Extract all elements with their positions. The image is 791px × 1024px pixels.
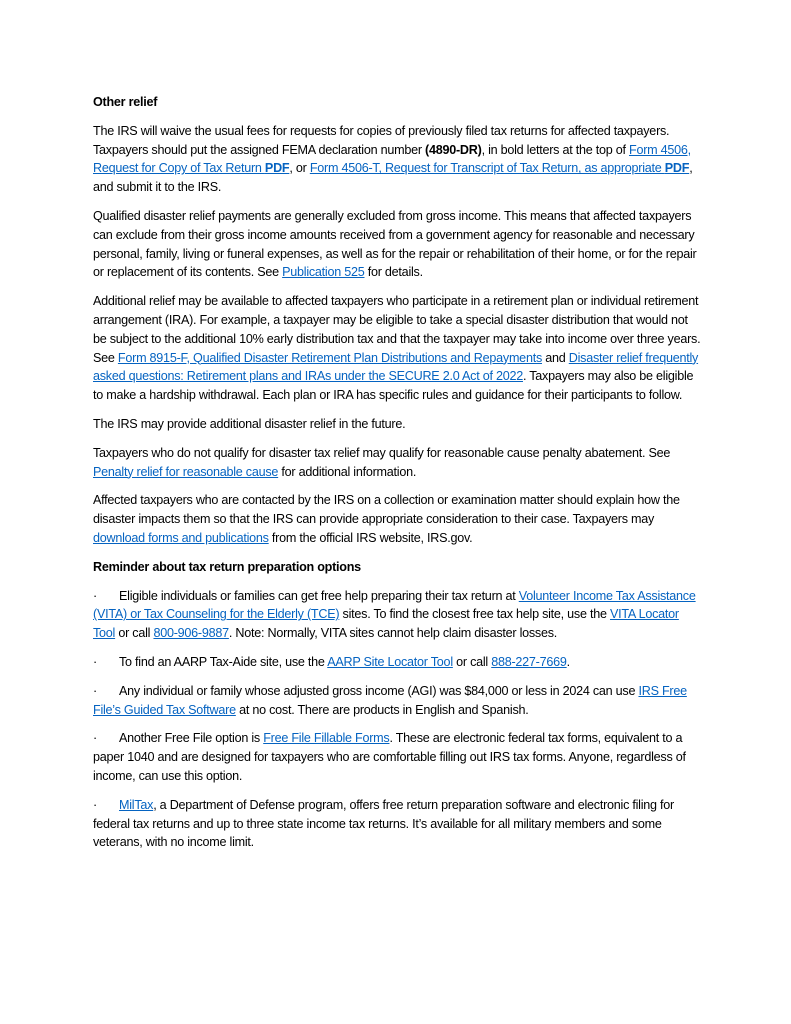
text: from the official IRS website, IRS.gov. bbox=[268, 530, 473, 545]
link-phone-aarp[interactable]: 888-227-7669 bbox=[491, 654, 567, 669]
text: , a Department of Defense program, offers free return preparation software and electronic filing for federal tax returns and up to three state income tax returns. It’s available for all military members and some veterans, with no income limit. bbox=[93, 797, 674, 850]
bullet-miltax bbox=[93, 796, 703, 852]
text: Eligible individuals or families can get free help preparing their tax return at bbox=[119, 588, 519, 603]
link-phone-vita[interactable]: 800-906-9887 bbox=[153, 626, 229, 641]
text: or call bbox=[452, 654, 492, 669]
text: Qualified disaster relief payments are generally excluded from gross income. This means that affected taxpayers can exclude from their gross income amounts received from a government agency for reasonable and necessary personal, family, living or funeral expenses, as well as for the repair or rehabilitation of their home, or for the repair or replacement of its contents. See bbox=[93, 208, 697, 280]
link-publication-525[interactable]: Publication 525 bbox=[282, 265, 365, 280]
bullet-icon: · bbox=[93, 588, 97, 603]
text: To find an AARP Tax-Aide site, use the bbox=[119, 654, 328, 669]
link-vita-tce[interactable]: Volunteer Income Tax Assistance (VITA) or Tax Counseling for the Elderly (TCE) bbox=[93, 588, 696, 622]
text: sites. To find the closest free tax help site, use the bbox=[339, 607, 610, 622]
text: Additional relief may be available to affected taxpayers who participate in a retirement plan or individual retirement arrangement (IRA). For example, a taxpayer may be eligible to take a special disaster distribution that would not be subject to the additional 10% early distribution tax and that the taxpayer may take into income over three years. See bbox=[93, 294, 701, 365]
text: . bbox=[566, 654, 570, 669]
link-disaster-relief-faq[interactable]: Disaster relief frequently asked questions: Retirement plans and IRAs under the SECURE 2.0 Act of 2022 bbox=[93, 350, 699, 384]
text: . Taxpayers may also be eligible to make a hardship withdrawal. Each plan or IRA has specific rules and guidance for their participants to follow. bbox=[93, 369, 694, 403]
link-penalty-relief[interactable]: Penalty relief for reasonable cause bbox=[93, 464, 279, 479]
bullet-icon: · bbox=[93, 731, 97, 746]
bullet-icon: · bbox=[93, 683, 97, 698]
text: The IRS will waive the usual fees for requests for copies of previously filed tax returns for affected taxpayers. Taxpayers should put the assigned FEMA declaration number bbox=[93, 123, 670, 157]
fema-declaration-number: (4890-DR) bbox=[425, 142, 482, 157]
link-free-file-guided[interactable]: IRS Free File’s Guided Tax Software bbox=[93, 683, 687, 717]
bullet-vita-tce bbox=[93, 587, 703, 643]
text: Affected taxpayers who are contacted by the IRS on a collection or examination matter should explain how the disaster impacts them so that the IRS can provide appropriate consideration to their case. Taxpayers may bbox=[93, 493, 680, 527]
paragraph-relief-payments bbox=[93, 207, 703, 282]
text: . These are electronic federal tax forms, equivalent to a paper 1040 and are designed for taxpayers who are comfortable filling out IRS tax forms. Anyone, regardless of income, can use this option. bbox=[93, 731, 686, 783]
text: , in bold letters at the top of bbox=[481, 142, 629, 157]
paragraph-retirement-relief bbox=[93, 292, 703, 405]
paragraph-contacted-taxpayers bbox=[93, 491, 703, 547]
text: for details. bbox=[364, 265, 423, 280]
link-form-8915-f[interactable]: Form 8915-F, Qualified Disaster Retirement Plan Distributions and Repayments bbox=[117, 350, 542, 365]
text: at no cost. There are products in English and Spanish. bbox=[235, 702, 529, 717]
link-aarp-locator[interactable]: AARP Site Locator Tool bbox=[327, 654, 453, 669]
bullet-icon: · bbox=[93, 654, 97, 669]
link-download-forms[interactable]: download forms and publications bbox=[93, 530, 269, 545]
text: for additional information. bbox=[278, 464, 417, 479]
link-miltax[interactable]: MilTax bbox=[119, 797, 154, 812]
link-vita-locator[interactable]: VITA Locator Tool bbox=[93, 607, 679, 641]
text: , or bbox=[289, 161, 310, 176]
link-form-4506-t[interactable]: Form 4506-T, Request for Transcript of Tax Return, as appropriate PDF bbox=[309, 161, 690, 176]
text: or call bbox=[115, 626, 154, 641]
text: and bbox=[542, 350, 569, 365]
document-page bbox=[93, 93, 703, 862]
text: Any individual or family whose adjusted gross income (AGI) was $84,000 or less in 2024 can use bbox=[119, 683, 639, 698]
paragraph-penalty-abatement bbox=[93, 444, 703, 482]
bullet-aarp bbox=[93, 653, 703, 672]
text: Taxpayers who do not qualify for disaster tax relief may qualify for reasonable cause penalty abatement. See bbox=[93, 445, 671, 460]
bullet-fillable-forms bbox=[93, 729, 703, 785]
heading-other-relief: Other relief bbox=[93, 95, 158, 109]
text: . Note: Normally, VITA sites cannot help claim disaster losses. bbox=[228, 626, 558, 641]
bullet-free-file-guided bbox=[93, 682, 703, 720]
link-form-4506[interactable]: Form 4506, Request for Copy of Tax Return PDF bbox=[93, 142, 691, 176]
link-free-file-fillable[interactable]: Free File Fillable Forms bbox=[263, 731, 390, 746]
paragraph-fee-waiver bbox=[93, 122, 703, 197]
paragraph-future-relief: The IRS may provide additional disaster relief in the future. bbox=[93, 416, 406, 431]
text: , and submit it to the IRS. bbox=[93, 161, 693, 195]
heading-reminder-options: Reminder about tax return preparation options bbox=[93, 559, 361, 574]
text: Another Free File option is bbox=[119, 731, 264, 746]
bullet-icon: · bbox=[93, 797, 97, 812]
